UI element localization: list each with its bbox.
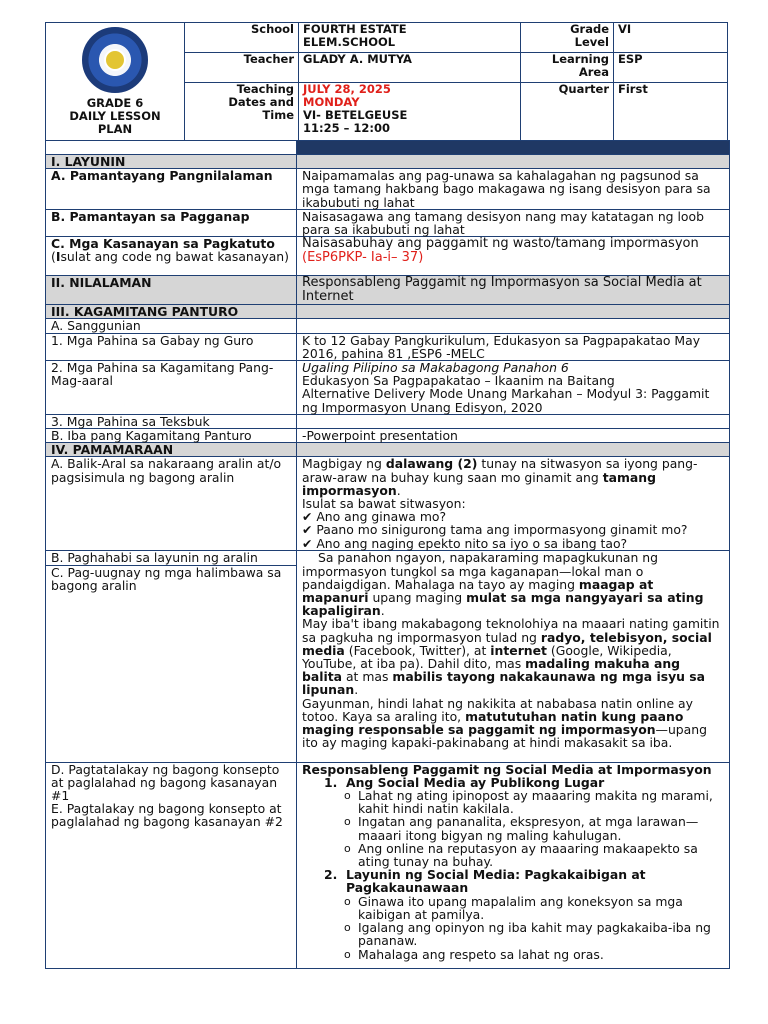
table-row: A. Sanggunian [46, 319, 730, 333]
school-label: School [185, 23, 299, 53]
dates-label: Teaching Dates and Time [185, 82, 299, 140]
deped-seal-icon [82, 27, 148, 93]
competency-code: (EsP6PKP- Ia-i– 37) [302, 250, 424, 266]
section-pamamaraan: IV. PAMAMARAAN [46, 443, 730, 457]
logo-cell [46, 23, 185, 141]
table-row: C. Mga Kasanayan sa Pagkatuto (Isulat ang code ng bawat kasanayan) Naisasabuhay ang paggamit ng wasto/tamang impormasyon (EsP6PKP- Ia-i– 37) [46, 237, 730, 276]
table-row: A. Balik-Aral sa nakaraang aralin at/o pagsisimula ng bagong aralin Magbigay ng dalawang (2) tunay na sitwasyon sa iyong pang-araw-araw na buhay kung saan mo ginamit ang tamang impormasyon. Isulat sa bawat sitwasyon: ✔ Ano ang ginawa mo? ✔ Paano mo sinigurong tama ang impormasyong ginamit mo? ✔ Ano ang naging epekto nito sa iyo o sa ibang tao? [46, 457, 730, 551]
table-row: 1. Mga Pahina sa Gabay ng Guro K to 12 Gabay Pangkurikulum, Edukasyon sa Pagpapakatao May 2016, pahina 81 ,ESP6 -MELC [46, 333, 730, 360]
learning-area-value: ESP [614, 52, 728, 82]
table-row: 2. Mga Pahina sa Kagamitang Pang-Mag-aaral Ugaling Pilipino sa Makabagong Panahon 6 Edukasyon Sa Pagpapakatao – Ikaanim na Baitang Alternative Delivery Mode Unang Markahan – Modyul 3: Paggamit ng Impormasyon Unang Edisyon, 2020 [46, 361, 730, 415]
table-row: B. Iba pang Kagamitang Panturo -Powerpoint presentation [46, 429, 730, 443]
header-table [45, 22, 728, 141]
teacher-value: GLADY A. MUTYA [299, 52, 521, 82]
discussion-title: Responsableng Paggamit ng Social Media at Impormasyon [302, 761, 712, 777]
bullet-list: o Ginawa ito upang mapalalim ang koneksyon sa mga kaibigan at pamilya. o Igalang ang opinyon ng iba kahit may pagkakaiba-iba ng pananaw. o Mahalaga ang respeto sa lahat ng oras. [302, 895, 724, 961]
table-row: C. Pag-uugnay ng mga halimbawa sa bagong aralin [46, 565, 730, 762]
table-row: B. Pamantayan sa Pagganap Naisasagawa ang tamang desisyon nang may katatagan ng loob para sa ikabubuti ng lahat [46, 209, 730, 236]
teacher-label: Teacher [185, 52, 299, 82]
dates-value [299, 82, 521, 140]
time-text: 11:25 – 12:00 [303, 120, 390, 135]
grade-level-label: Grade Level [521, 23, 614, 53]
table-row: B. Paghahabi sa layunin ng aralin Sa panahon ngayon, napakaraming mapagkukunan ng impormasyon tungkol sa mga kaganapan—lokal man o pandaigdigan. Mahalaga na tayo ay maging maagap at mapanuri upang maging mulat sa mga nangyayari sa ating kapaligiran. May iba't ibang makabagong teknolohiya na maaari nating gamitin sa pagkuha ng impormasyon tulad ng radyo, telebisyon, social media (Facebook, Twitter), at internet (Google, Wikipedia, YouTube, at iba pa). Dahil dito, mas madaling makuha ang balita at mas mabilis tayong nakakaunawa ng mga isyu sa lipunan. Gayunman, hindi lahat ng nakikita at nababasa natin online ay totoo. Kaya sa araling ito, matututuhan natin kung paano maging responsable sa paggamit ng impormasyon—upang ito ay maging kapaki-pakinabang at hindi makasakit sa iba. [46, 551, 730, 565]
section-nilalaman: II. NILALAMAN Responsableng Paggamit ng Impormasyon sa Social Media at Internet [46, 276, 730, 305]
table-row: A. Pamantayang Pangnilalaman Naipamamalas ang pag-unawa sa kahalagahan ng pagsunod sa mga tamang hakbang bago makagawa ng isang desisyon para sa ikabubuti ng lahat [46, 169, 730, 210]
section-text: VI- BETELGEUSE [303, 107, 408, 122]
bullet-list: o Lahat ng ating ipinopost ay maaaring makita ng marami, kahit hindi natin kakilala. o Ingatan ang pananalita, ekspresyon, at mga larawan—maaari itong bigyan ng maling kahulugan. o Ang online na reputasyon ay maaaring makaapekto sa ating tunay na buhay. [302, 789, 724, 868]
date-text: JULY 28, 2025 [303, 81, 391, 96]
quarter-label: Quarter [521, 82, 614, 140]
table-row: 3. Mga Pahina sa Teksbuk [46, 414, 730, 428]
table-top-row [46, 141, 730, 155]
section-kagamitan: III. KAGAMITANG PANTURO [46, 305, 730, 319]
quarter-value: First [614, 82, 728, 140]
lesson-plan-table [45, 140, 730, 969]
school-value: FOURTH ESTATE ELEM.SCHOOL [299, 23, 521, 53]
grade-level-value: VI [614, 23, 728, 53]
lesson-plan-title: GRADE 6 DAILY LESSON PLAN [69, 96, 161, 136]
table-row: D. Pagtatalakay ng bagong konsepto at paglalahad ng bagong kasanayan #1 E. Pagtalakay ng bagong konsepto at paglalahad ng bagong kasanayan #2 Responsableng Paggamit ng Social Media at Impormasyon 1. Ang Social Media ay Publikong Lugar o Lahat ng ating ipinopost ay maaaring makita ng marami, kahit hindi natin kakilala. o Ingatan ang pananalita, ekspresyon, at mga larawan—maaari itong bigyan ng maling kahulugan. o Ang online na reputasyon ay maaaring makaapekto sa ating tunay na buhay. 2. Layunin ng Social Media: Pagkakaibigan at Pagkakaunawaan o Ginawa ito upang mapalalim ang koneksyon sa mga kaibigan at pamilya. o Igalang ang opinyon ng iba kahit may pagkakaiba-iba ng pananaw. o Mahalaga ang respeto sa lahat ng oras. [46, 762, 730, 968]
day-text: MONDAY [303, 94, 360, 109]
learning-area-label: Learning Area [521, 52, 614, 82]
section-layunin: I. LAYUNIN [46, 155, 730, 169]
